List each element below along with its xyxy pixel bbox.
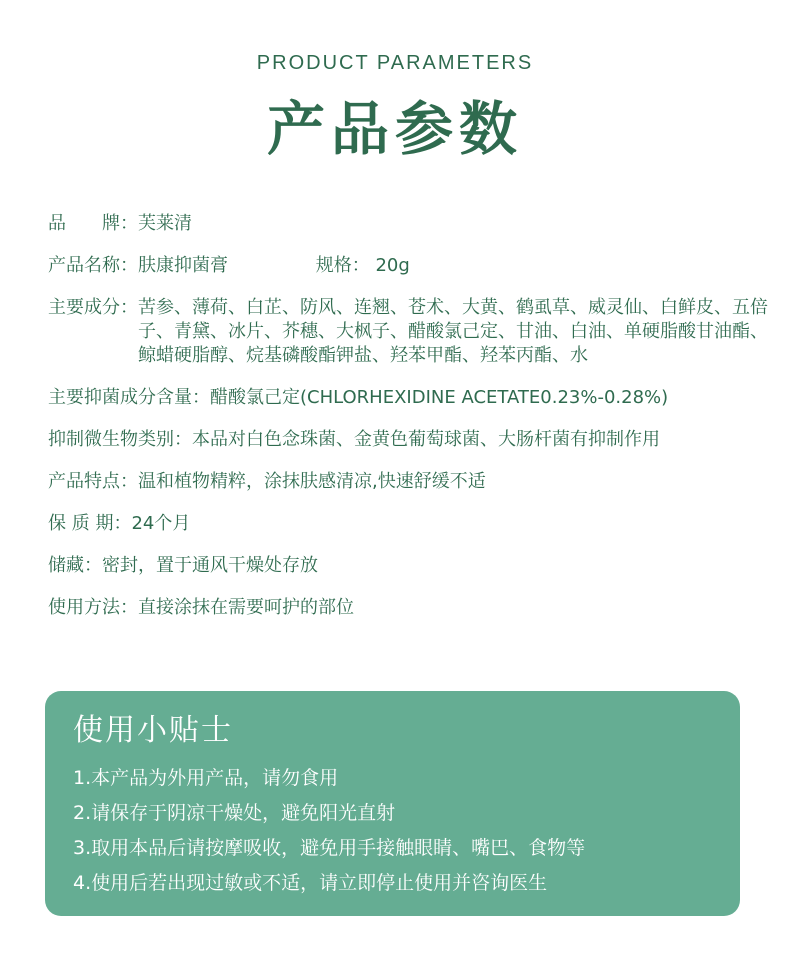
page-header <box>0 0 790 180</box>
brand-row <box>48 212 778 236</box>
features-label: 产品特点： <box>48 471 138 492</box>
tip-item: 3.取用本品后请按摩吸收，避免用手接触眼睛、嘴巴、食物等 <box>73 837 586 859</box>
page-subtitle: PRODUCT PARAMETERS <box>256 52 534 74</box>
content-row <box>48 386 778 410</box>
spec-value: 20g <box>375 255 410 276</box>
features-row <box>48 470 778 494</box>
shelf-life-label: 保 质 期： <box>48 513 132 534</box>
brand-label: 品 牌： <box>48 213 138 234</box>
usage-label: 使用方法： <box>48 597 138 618</box>
tip-item: 4.使用后若出现过敏或不适，请立即停止使用并咨询医生 <box>73 872 548 894</box>
ingredients-value: 苦参、薄荷、白芷、防风、连翘、苍术、大黄、鹤虱草、威灵仙、白鲜皮、五倍子、青黛、冰片、芥穗、大枫子、醋酸氯己定、甘油、白油、单硬脂酸甘油酯、鲸蜡硬脂醇、烷基磷酸酯钾盐、羟苯甲酯、羟苯丙酯、水 <box>138 297 768 366</box>
microbes-label: 抑制微生物类别： <box>48 429 192 450</box>
ingredients-row <box>48 296 778 368</box>
ingredients-label: 主要成分： <box>48 297 138 318</box>
content-label: 主要抑菌成分含量： <box>48 387 210 408</box>
tips-title: 使用小贴士 <box>73 713 233 748</box>
microbes-row <box>48 428 778 452</box>
microbes-value: 本品对白色念珠菌、金黄色葡萄球菌、大肠杆菌有抑制作用 <box>192 429 660 450</box>
tip-item: 2.请保存于阴凉干燥处，避免阳光直射 <box>73 802 396 824</box>
parameters-list <box>48 212 778 620</box>
name-value: 肤康抑菌膏 <box>138 255 228 276</box>
brand-value: 芙莱清 <box>138 213 192 234</box>
name-spec-row <box>48 254 778 278</box>
shelf-life-value: 24个月 <box>131 513 191 534</box>
storage-row <box>48 554 778 578</box>
tips-card <box>45 691 740 916</box>
tip-item: 1.本产品为外用产品，请勿食用 <box>73 767 339 789</box>
features-value: 温和植物精粹，涂抹肤感清凉,快速舒缓不适 <box>138 471 486 492</box>
shelf-life-row <box>48 512 778 536</box>
name-label: 产品名称： <box>48 255 138 276</box>
content-value: 醋酸氯己定(CHLORHEXIDINE ACETATE0.23%-0.28%) <box>210 387 669 408</box>
usage-row <box>48 596 778 620</box>
page-title: 产品参数 <box>266 95 523 163</box>
usage-value: 直接涂抹在需要呵护的部位 <box>138 597 354 618</box>
spec-label: 规格： <box>315 255 370 276</box>
storage-label: 储藏： <box>48 555 102 576</box>
storage-value: 密封，置于通风干燥处存放 <box>102 555 318 576</box>
name-value-wrap <box>138 254 778 278</box>
